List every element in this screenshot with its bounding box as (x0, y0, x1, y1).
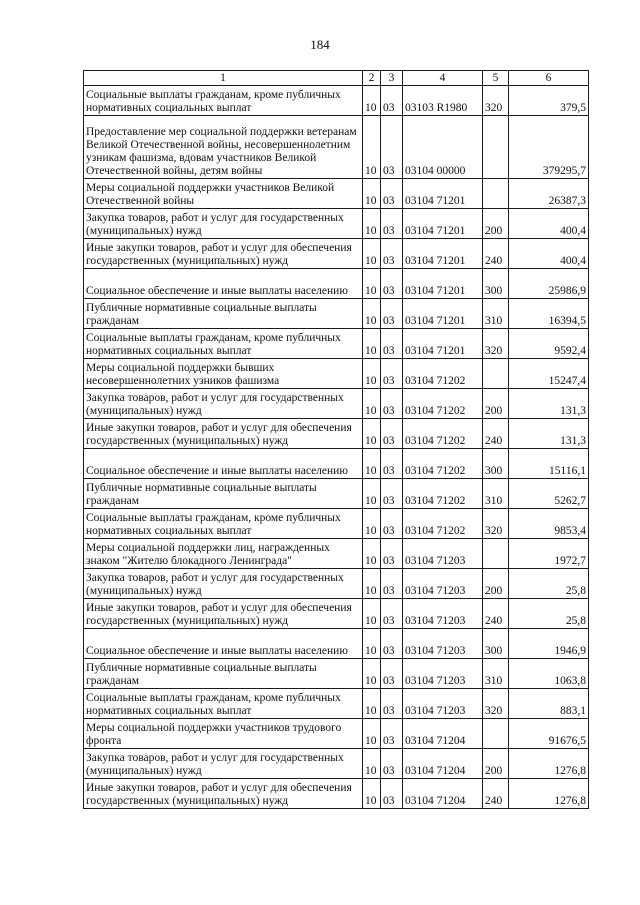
code-cell: 03104 71203 (403, 659, 483, 689)
amount-cell: 1946,9 (509, 629, 589, 659)
code-cell: 03104 71203 (403, 629, 483, 659)
name-cell: Иные закупки товаров, работ и услуг для обеспечения государственных (муниципальных) нужд (84, 779, 363, 809)
code-cell: 10 (363, 86, 381, 116)
code-cell: 10 (363, 209, 381, 239)
code-cell: 10 (363, 719, 381, 749)
code-cell: 200 (483, 389, 509, 419)
name-cell: Меры социальной поддержки участников трудового фронта (84, 719, 363, 749)
code-cell: 10 (363, 239, 381, 269)
table-row (84, 419, 589, 449)
code-cell: 03 (381, 269, 403, 299)
code-cell: 10 (363, 749, 381, 779)
code-cell: 03104 71202 (403, 479, 483, 509)
code-cell: 10 (363, 629, 381, 659)
code-cell: 10 (363, 659, 381, 689)
code-cell: 240 (483, 239, 509, 269)
code-cell: 03 (381, 719, 403, 749)
code-cell (483, 116, 509, 179)
code-cell: 10 (363, 449, 381, 479)
code-cell: 03104 71201 (403, 179, 483, 209)
table-row (84, 299, 589, 329)
name-cell: Социальное обеспечение и иные выплаты населению (84, 629, 363, 659)
code-cell: 200 (483, 209, 509, 239)
code-cell: 03 (381, 539, 403, 569)
code-cell: 10 (363, 329, 381, 359)
table-row (84, 479, 589, 509)
table-row (84, 569, 589, 599)
code-cell: 03104 71203 (403, 539, 483, 569)
amount-cell: 1063,8 (509, 659, 589, 689)
code-cell: 03103 R1980 (403, 86, 483, 116)
code-cell (483, 539, 509, 569)
code-cell: 03104 71204 (403, 749, 483, 779)
name-cell: Закупка товаров, работ и услуг для государственных (муниципальных) нужд (84, 749, 363, 779)
amount-cell: 25,8 (509, 569, 589, 599)
code-cell: 03104 71201 (403, 329, 483, 359)
code-cell: 10 (363, 509, 381, 539)
amount-cell: 400,4 (509, 209, 589, 239)
amount-cell: 26387,3 (509, 179, 589, 209)
name-cell: Социальные выплаты гражданам, кроме публичных нормативных социальных выплат (84, 689, 363, 719)
code-cell: 03 (381, 329, 403, 359)
code-cell: 03 (381, 599, 403, 629)
code-cell: 03104 71203 (403, 599, 483, 629)
code-cell (483, 179, 509, 209)
amount-cell: 131,3 (509, 389, 589, 419)
table-row (84, 239, 589, 269)
name-cell: Закупка товаров, работ и услуг для государственных (муниципальных) нужд (84, 389, 363, 419)
amount-cell: 1276,8 (509, 779, 589, 809)
name-cell: Социальные выплаты гражданам, кроме публичных нормативных социальных выплат (84, 509, 363, 539)
code-cell: 320 (483, 509, 509, 539)
name-cell: Меры социальной поддержки лиц, награжденных знаком "Жителю блокадного Ленинграда" (84, 539, 363, 569)
code-cell: 03104 71201 (403, 209, 483, 239)
header-cell: 4 (403, 71, 483, 86)
code-cell: 03 (381, 389, 403, 419)
header-cell: 2 (363, 71, 381, 86)
code-cell: 03104 71202 (403, 449, 483, 479)
amount-cell: 9592,4 (509, 329, 589, 359)
name-cell: Закупка товаров, работ и услуг для государственных (муниципальных) нужд (84, 209, 363, 239)
code-cell: 10 (363, 269, 381, 299)
code-cell: 03104 71204 (403, 779, 483, 809)
table-row (84, 329, 589, 359)
name-cell: Закупка товаров, работ и услуг для государственных (муниципальных) нужд (84, 569, 363, 599)
code-cell: 03104 71203 (403, 569, 483, 599)
amount-cell: 25,8 (509, 599, 589, 629)
amount-cell: 883,1 (509, 689, 589, 719)
name-cell: Социальные выплаты гражданам, кроме публичных нормативных социальных выплат (84, 329, 363, 359)
code-cell: 10 (363, 689, 381, 719)
code-cell (483, 359, 509, 389)
amount-cell: 1972,7 (509, 539, 589, 569)
header-cell: 3 (381, 71, 403, 86)
name-cell: Социальные выплаты гражданам, кроме публичных нормативных социальных выплат (84, 86, 363, 116)
table-row (84, 116, 589, 179)
code-cell: 10 (363, 179, 381, 209)
code-cell: 240 (483, 779, 509, 809)
budget-table (83, 70, 589, 809)
table-row (84, 179, 589, 209)
code-cell: 03 (381, 659, 403, 689)
name-cell: Публичные нормативные социальные выплаты гражданам (84, 299, 363, 329)
code-cell: 03104 71201 (403, 239, 483, 269)
amount-cell: 379,5 (509, 86, 589, 116)
code-cell: 03 (381, 479, 403, 509)
table-row (84, 269, 589, 299)
code-cell: 03 (381, 86, 403, 116)
code-cell: 10 (363, 299, 381, 329)
code-cell: 10 (363, 389, 381, 419)
code-cell: 240 (483, 419, 509, 449)
table-row (84, 209, 589, 239)
amount-cell: 5262,7 (509, 479, 589, 509)
code-cell: 310 (483, 299, 509, 329)
code-cell: 03104 71202 (403, 419, 483, 449)
code-cell: 03 (381, 569, 403, 599)
amount-cell: 91676,5 (509, 719, 589, 749)
name-cell: Социальное обеспечение и иные выплаты населению (84, 269, 363, 299)
amount-cell: 9853,4 (509, 509, 589, 539)
name-cell: Публичные нормативные социальные выплаты гражданам (84, 479, 363, 509)
table-row (84, 719, 589, 749)
code-cell: 03 (381, 509, 403, 539)
code-cell: 310 (483, 479, 509, 509)
name-cell: Иные закупки товаров, работ и услуг для обеспечения государственных (муниципальных) нужд (84, 599, 363, 629)
code-cell: 03104 71201 (403, 269, 483, 299)
code-cell: 10 (363, 479, 381, 509)
code-cell: 03 (381, 419, 403, 449)
code-cell: 200 (483, 569, 509, 599)
code-cell: 300 (483, 269, 509, 299)
code-cell: 03104 71204 (403, 719, 483, 749)
code-cell: 10 (363, 779, 381, 809)
code-cell: 03 (381, 629, 403, 659)
code-cell: 03 (381, 689, 403, 719)
table-row (84, 359, 589, 389)
header-cell: 6 (509, 71, 589, 86)
amount-cell: 15247,4 (509, 359, 589, 389)
table-row (84, 539, 589, 569)
code-cell: 10 (363, 539, 381, 569)
name-cell: Предоставление мер социальной поддержки ветеранам Великой Отечественной войны, несовершеннолетним узникам фашизма, вдовам участников Великой Отечественной войны, детям войны (84, 116, 363, 179)
code-cell: 03 (381, 179, 403, 209)
code-cell: 10 (363, 116, 381, 179)
code-cell: 310 (483, 659, 509, 689)
amount-cell: 15116,1 (509, 449, 589, 479)
code-cell: 320 (483, 86, 509, 116)
table-row (84, 749, 589, 779)
name-cell: Меры социальной поддержки бывших несовершеннолетних узников фашизма (84, 359, 363, 389)
table-row (84, 779, 589, 809)
code-cell: 03104 71202 (403, 389, 483, 419)
page-number: 184 (310, 37, 330, 52)
code-cell: 03 (381, 359, 403, 389)
budget-table-body (84, 71, 589, 809)
code-cell: 240 (483, 599, 509, 629)
table-header-row (84, 71, 589, 86)
table-row (84, 509, 589, 539)
amount-cell: 379295,7 (509, 116, 589, 179)
table-row (84, 599, 589, 629)
code-cell: 10 (363, 419, 381, 449)
code-cell: 10 (363, 569, 381, 599)
code-cell: 03 (381, 299, 403, 329)
code-cell: 10 (363, 599, 381, 629)
code-cell: 03 (381, 779, 403, 809)
table-row (84, 449, 589, 479)
name-cell: Иные закупки товаров, работ и услуг для обеспечения государственных (муниципальных) нужд (84, 239, 363, 269)
code-cell: 300 (483, 449, 509, 479)
code-cell (483, 719, 509, 749)
code-cell: 03104 71203 (403, 689, 483, 719)
code-cell: 10 (363, 359, 381, 389)
code-cell: 300 (483, 629, 509, 659)
code-cell: 320 (483, 329, 509, 359)
code-cell: 03 (381, 449, 403, 479)
amount-cell: 16394,5 (509, 299, 589, 329)
name-cell: Публичные нормативные социальные выплаты гражданам (84, 659, 363, 689)
amount-cell: 131,3 (509, 419, 589, 449)
amount-cell: 1276,8 (509, 749, 589, 779)
code-cell: 03 (381, 116, 403, 179)
code-cell: 03104 71202 (403, 359, 483, 389)
code-cell: 200 (483, 749, 509, 779)
code-cell: 03104 71202 (403, 509, 483, 539)
table-row (84, 389, 589, 419)
code-cell: 03104 71201 (403, 299, 483, 329)
code-cell: 03 (381, 749, 403, 779)
name-cell: Иные закупки товаров, работ и услуг для обеспечения государственных (муниципальных) нужд (84, 419, 363, 449)
header-cell: 1 (84, 71, 363, 86)
header-cell: 5 (483, 71, 509, 86)
code-cell: 320 (483, 689, 509, 719)
amount-cell: 25986,9 (509, 269, 589, 299)
table-row (84, 659, 589, 689)
name-cell: Меры социальной поддержки участников Великой Отечественной войны (84, 179, 363, 209)
table-row (84, 689, 589, 719)
code-cell: 03 (381, 239, 403, 269)
code-cell: 03 (381, 209, 403, 239)
amount-cell: 400,4 (509, 239, 589, 269)
table-row (84, 629, 589, 659)
name-cell: Социальное обеспечение и иные выплаты населению (84, 449, 363, 479)
code-cell: 03104 00000 (403, 116, 483, 179)
table-row (84, 86, 589, 116)
